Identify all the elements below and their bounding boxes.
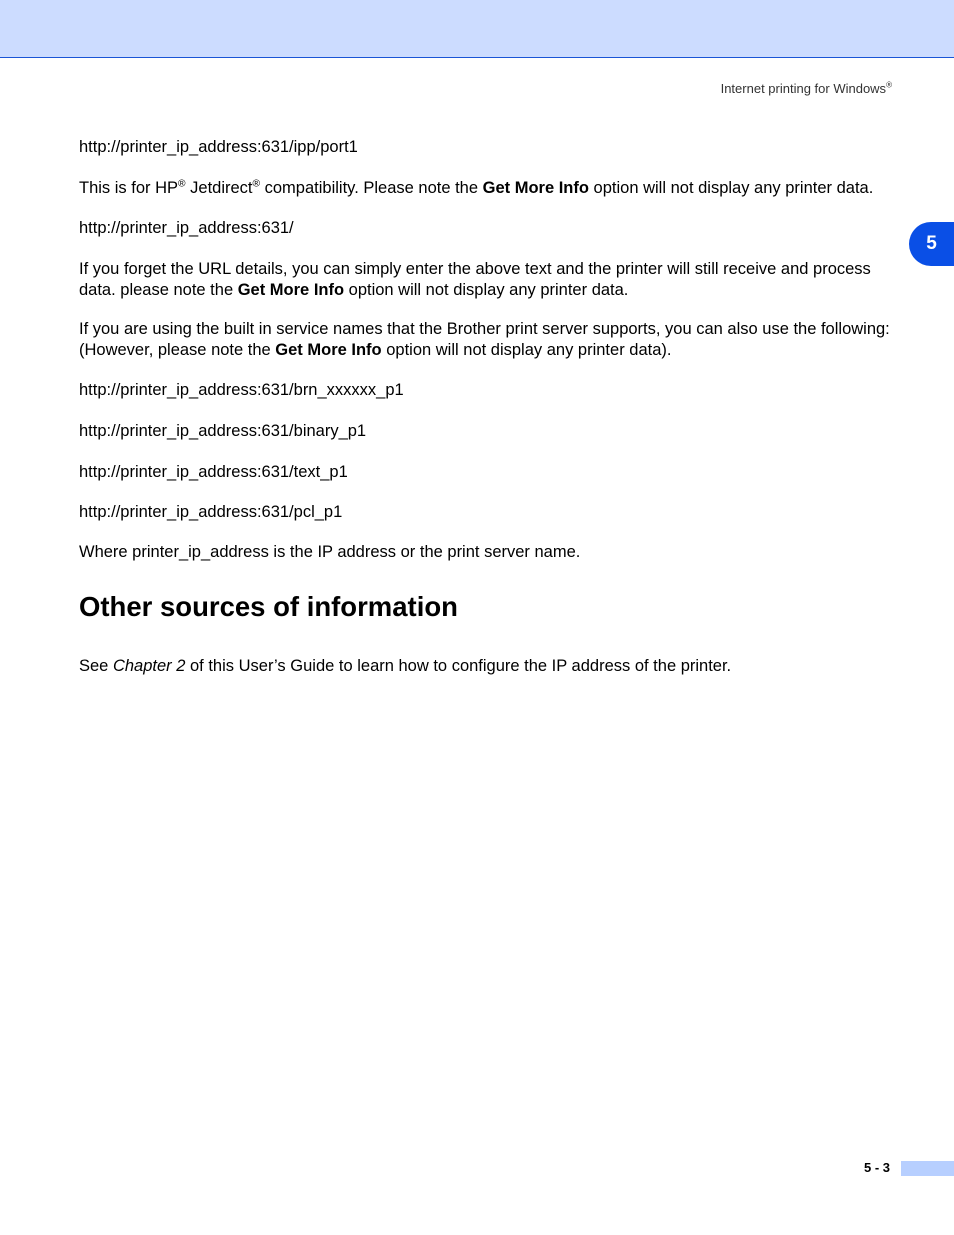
chapter-number: 5: [926, 233, 937, 254]
jetdirect-text-c: compatibility. Please note the: [260, 179, 483, 197]
see-text-a: See: [79, 657, 113, 675]
running-header-title: Internet printing for Windows: [720, 81, 887, 96]
see-text-b: of this User’s Guide to learn how to configure the IP address of the printer.: [185, 657, 732, 675]
see-chapter-paragraph: [79, 656, 899, 677]
service-names-text-a: If you are using the built in service names that the Brother print server supports, you can also use the following: (However, please note the: [79, 320, 890, 359]
registered-mark: ®: [886, 80, 892, 90]
jetdirect-text-b: Jetdirect: [185, 179, 253, 197]
get-more-info-term: Get More Info: [237, 280, 345, 299]
url-ipp-port1: http://printer_ip_address:631/ipp/port1: [79, 138, 358, 156]
forget-url-text-a: If you forget the URL details, you can simply enter the above text and the printer will still receive and process data. please note the: [79, 260, 871, 299]
service-names-paragraph: [79, 319, 899, 360]
get-more-info-term: Get More Info: [482, 179, 589, 197]
get-more-info-term: Get More Info: [275, 340, 382, 359]
registered-mark: ®: [178, 178, 186, 190]
jetdirect-paragraph: [79, 178, 899, 199]
footer-band: [901, 1161, 954, 1176]
jetdirect-text-a: This is for HP: [79, 179, 179, 197]
running-header: [721, 81, 892, 96]
service-names-text-b: option will not display any printer data).: [381, 340, 672, 359]
url-binary: http://printer_ip_address:631/binary_p1: [79, 422, 367, 440]
registered-mark: ®: [252, 178, 261, 190]
url-pcl: http://printer_ip_address:631/pcl_p1: [79, 503, 343, 521]
url-brn: http://printer_ip_address:631/brn_xxxxxx_p1: [79, 381, 404, 399]
chapter-tab: [909, 222, 954, 266]
header-band: [0, 0, 954, 58]
chapter-reference: Chapter 2: [112, 657, 186, 675]
section-heading: Other sources of information: [79, 591, 458, 622]
forget-url-text-b: option will not display any printer data.: [344, 280, 629, 299]
jetdirect-text-d: option will not display any printer data.: [588, 179, 874, 197]
url-root: http://printer_ip_address:631/: [79, 219, 294, 237]
forget-url-paragraph: [79, 259, 899, 300]
where-note: Where printer_ip_address is the IP address or the print server name.: [79, 543, 581, 561]
page-number: 5 - 3: [864, 1160, 891, 1175]
url-text: http://printer_ip_address:631/text_p1: [79, 463, 348, 481]
